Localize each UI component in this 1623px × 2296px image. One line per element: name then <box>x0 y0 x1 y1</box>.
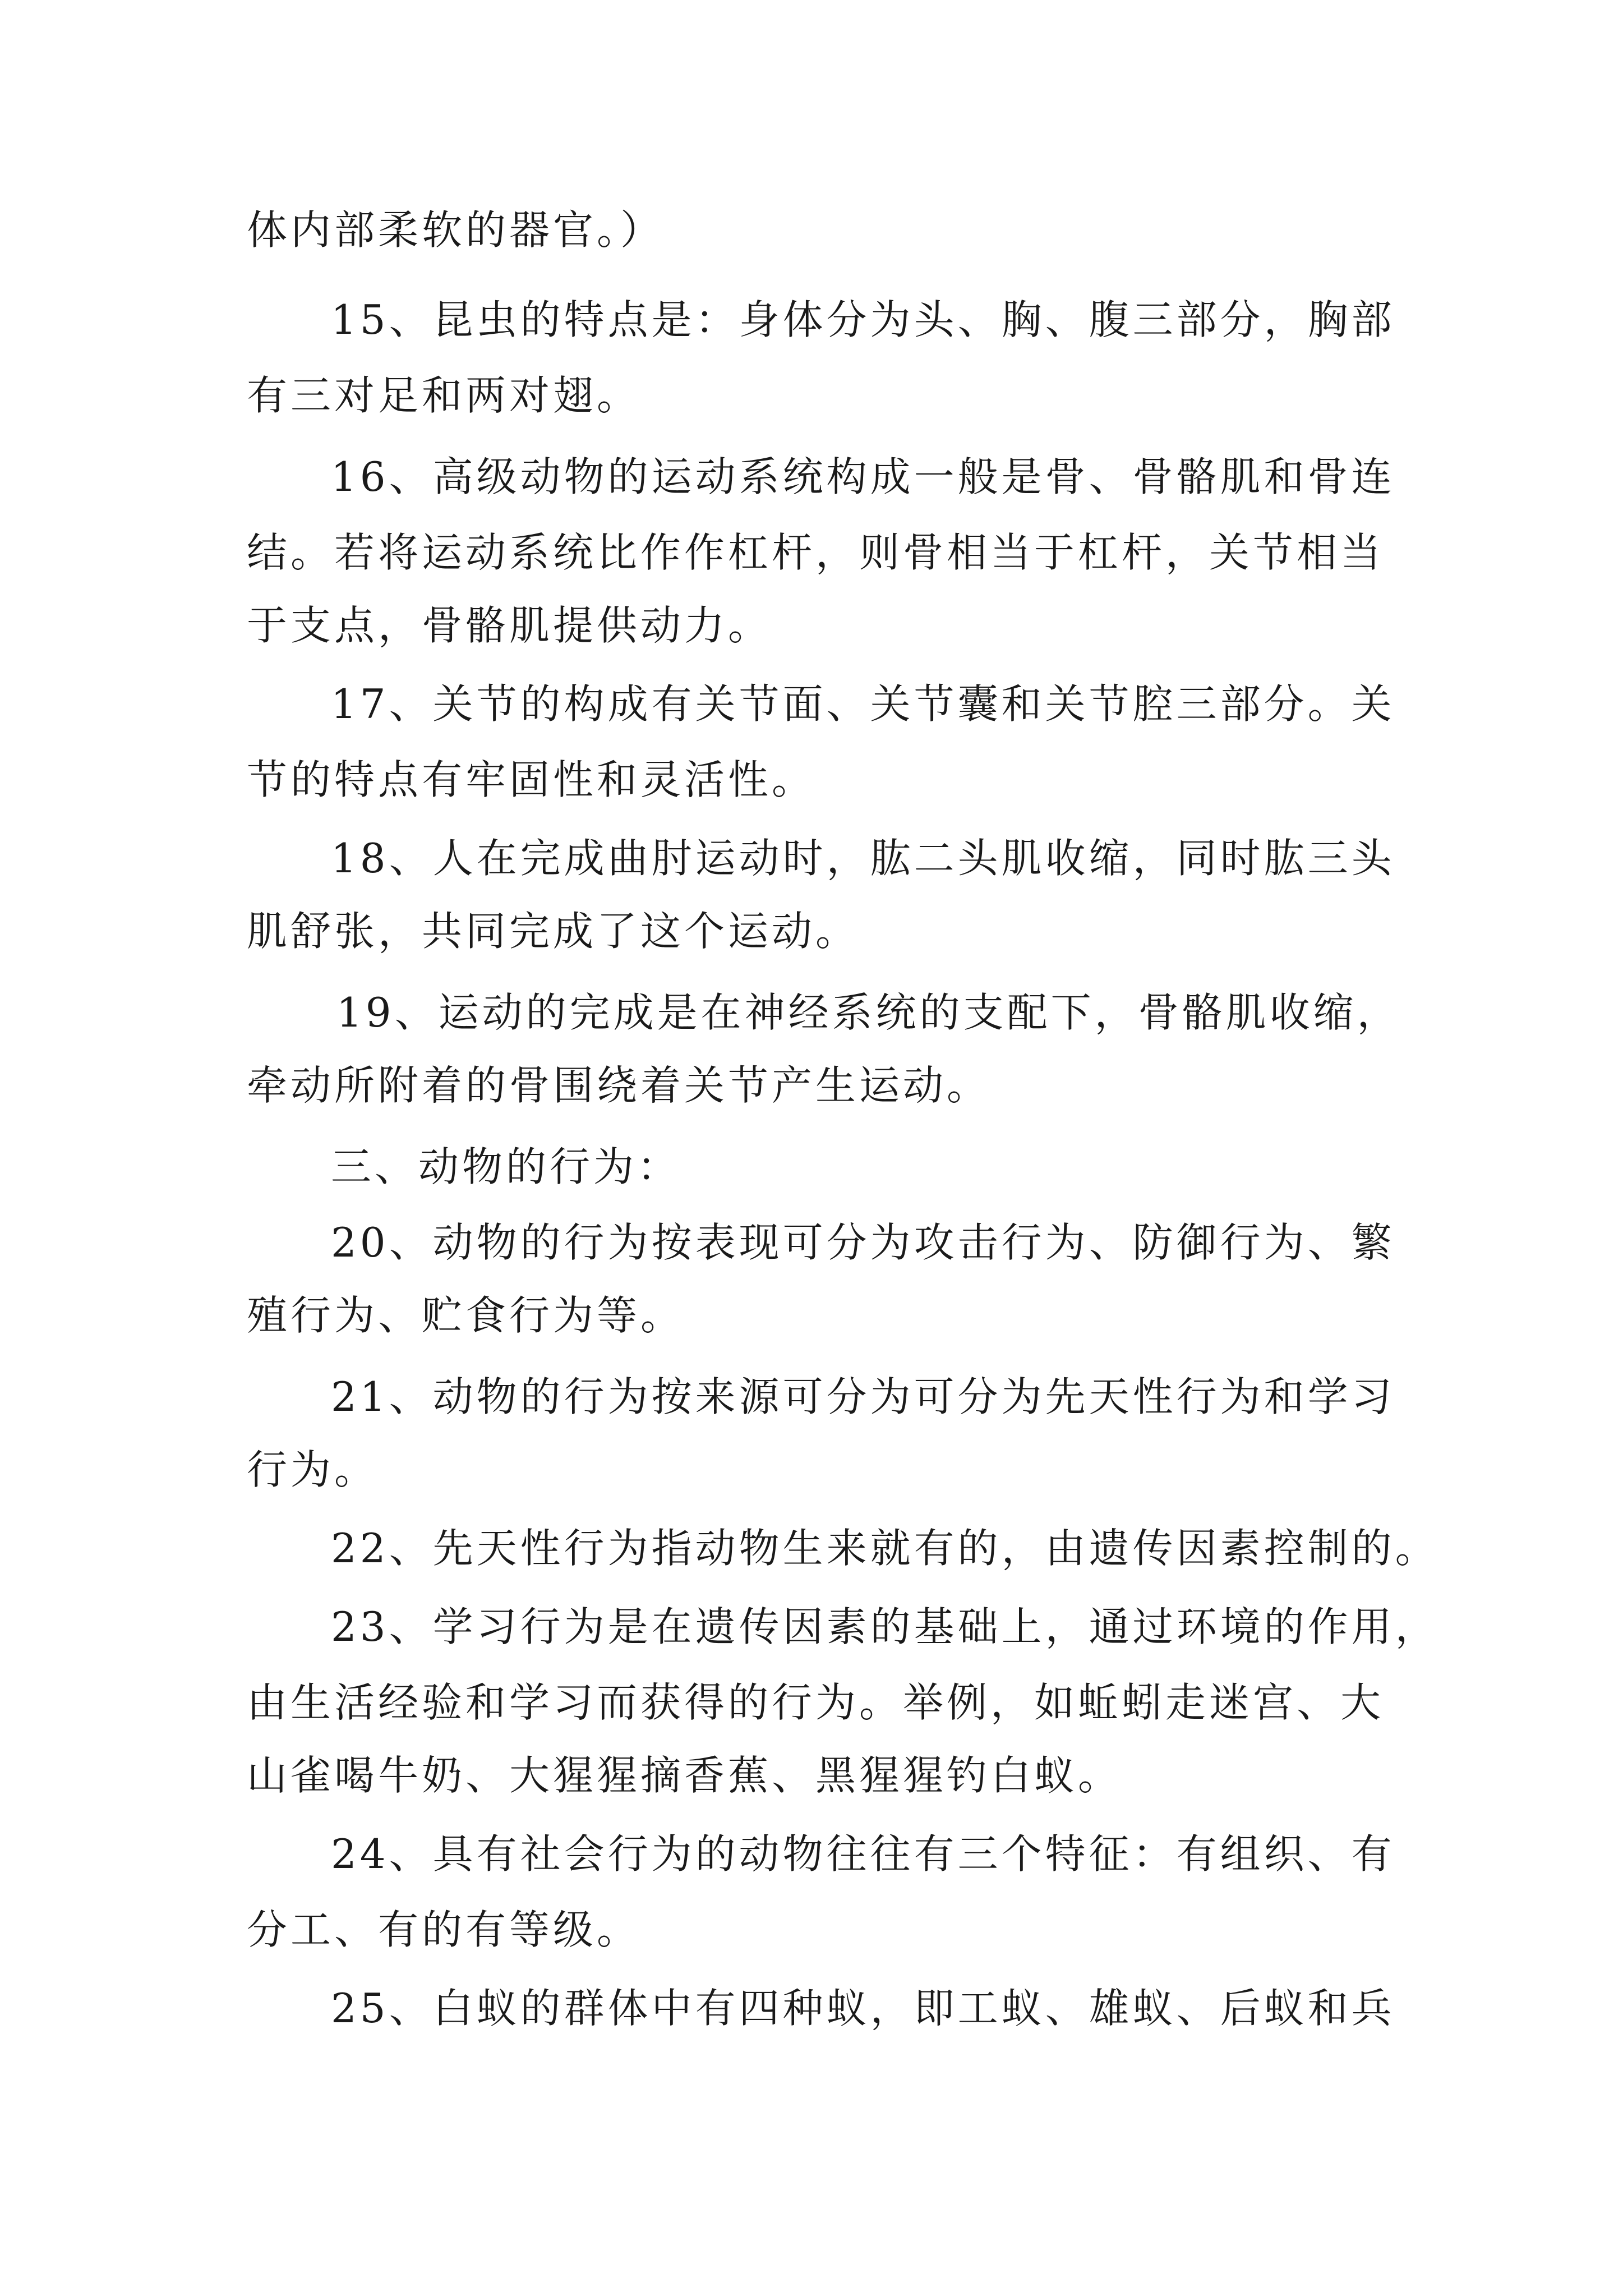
text-line: 肌舒张，共同完成了这个运动。 <box>247 908 860 955</box>
text-line-item-24: 24、具有社会行为的动物往往有三个特征：有组织、有 <box>331 1830 1395 1878</box>
text-line-item-17: 17、关节的构成有关节面、关节囊和关节腔三部分。关 <box>331 680 1395 728</box>
text-line-item-15: 15、昆虫的特点是：身体分为头、胸、腹三部分，胸部 <box>331 296 1395 343</box>
text-line: 结。若将运动系统比作作杠杆，则骨相当于杠杆，关节相当 <box>247 529 1385 576</box>
text-line: 有三对足和两对翅。 <box>247 372 641 419</box>
text-line-item-18: 18、人在完成曲肘运动时，肱二头肌收缩，同时肱三头 <box>331 835 1395 882</box>
text-line-item-19: 19、运动的完成是在神经系统的支配下，骨骼肌收缩， <box>336 989 1401 1036</box>
text-line-item-22: 22、先天性行为指动物生来就有的，由遗传因素控制的。 <box>331 1525 1439 1572</box>
text-line-item-21: 21、动物的行为按来源可分为可分为先天性行为和学习 <box>331 1373 1395 1420</box>
text-line: 行为。 <box>247 1446 379 1493</box>
text-line: 牵动所附着的骨围绕着关节产生运动。 <box>247 1062 991 1109</box>
text-line: 节的特点有牢固性和灵活性。 <box>247 756 816 803</box>
text-line-item-25: 25、白蚁的群体中有四种蚁，即工蚁、雄蚁、后蚁和兵 <box>331 1985 1395 2032</box>
text-line-item-23: 23、学习行为是在遗传因素的基础上，通过环境的作用， <box>331 1603 1439 1650</box>
text-line-item-16: 16、高级动物的运动系统构成一般是骨、骨骼肌和骨连 <box>331 453 1395 500</box>
text-line: 于支点，骨骼肌提供动力。 <box>247 602 772 649</box>
text-line-item-20: 20、动物的行为按表现可分为攻击行为、防御行为、繁 <box>331 1219 1395 1266</box>
text-line: 殖行为、贮食行为等。 <box>247 1292 685 1339</box>
text-line: 山雀喝牛奶、大猩猩摘香蕉、黑猩猩钓白蚁。 <box>247 1752 1122 1799</box>
text-line: 分工、有的有等级。 <box>247 1906 641 1953</box>
section-heading: 三、动物的行为： <box>331 1143 681 1190</box>
text-line: 由生活经验和学习而获得的行为。举例，如蚯蚓走迷宫、大 <box>247 1679 1385 1726</box>
text-line: 体内部柔软的器官。） <box>247 206 665 254</box>
